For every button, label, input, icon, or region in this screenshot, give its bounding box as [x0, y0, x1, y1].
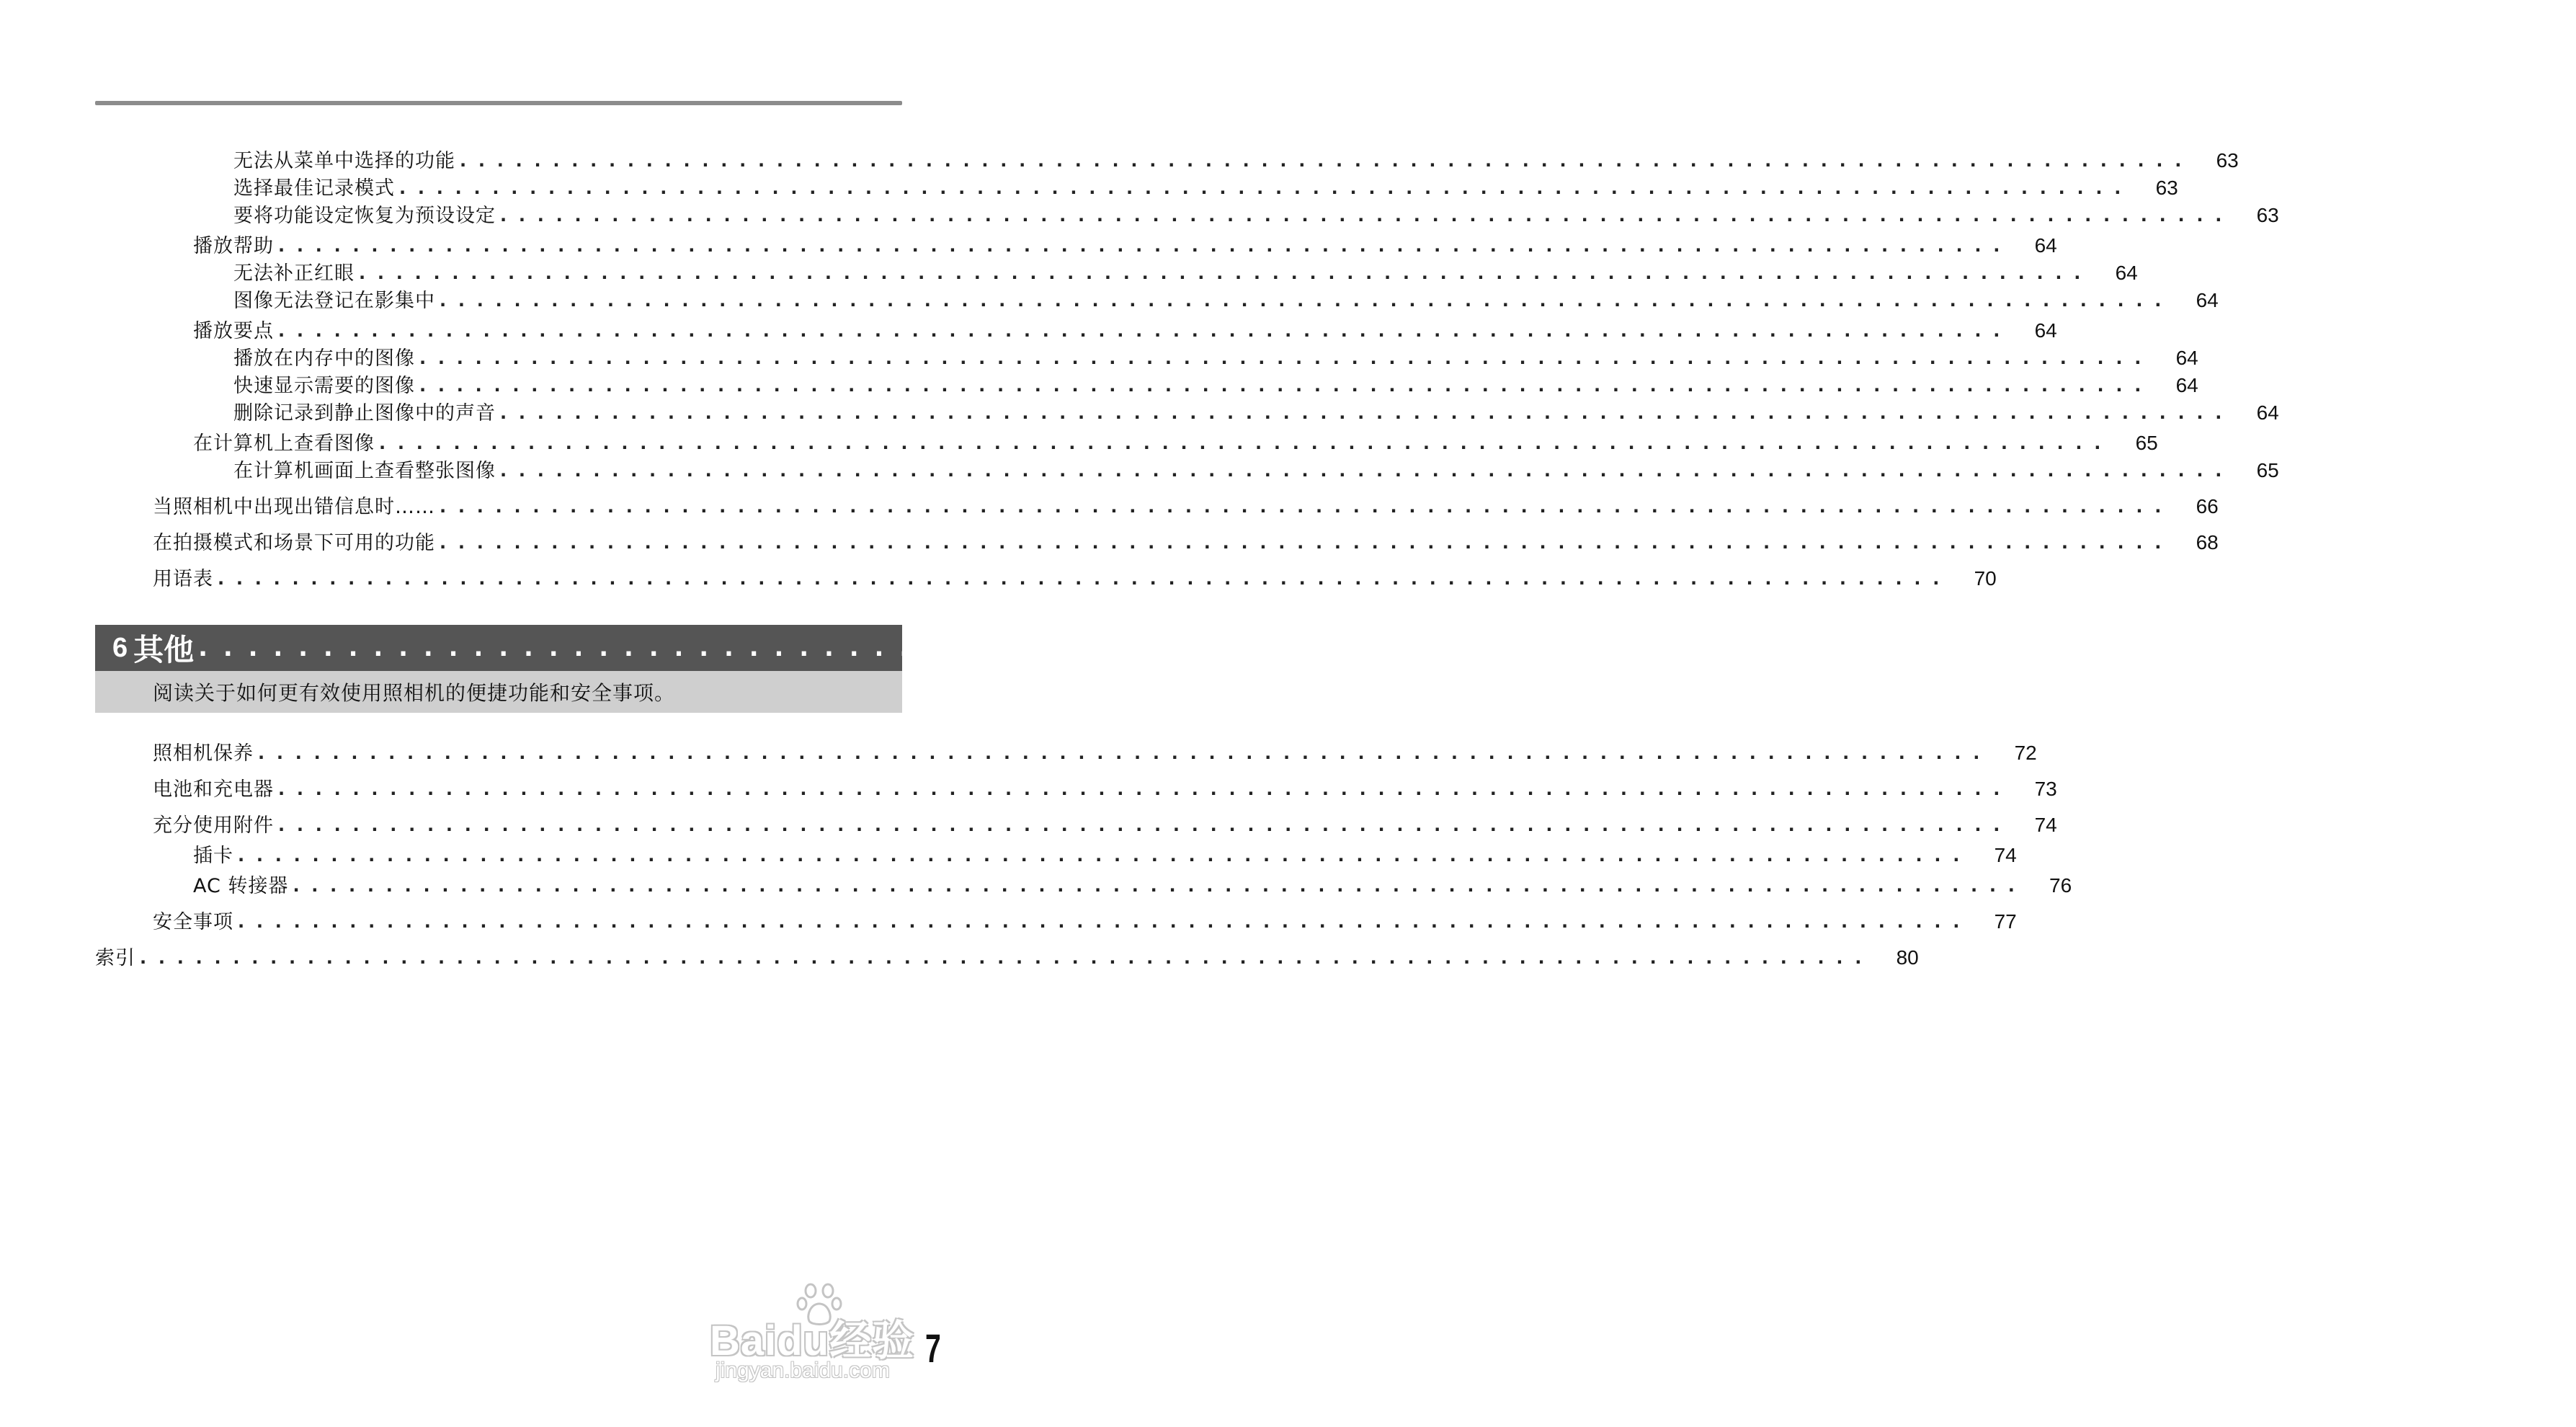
toc-entry[interactable]: [193, 318, 2057, 344]
toc-entry-page: 64: [2115, 262, 2138, 284]
toc-entry-page: 76: [2049, 874, 2072, 897]
baidu-jingyan-watermark: [710, 1279, 926, 1387]
toc-entry-page: 64: [2034, 234, 2057, 257]
dot-leader: . . . . . . . . . . . . . . . . . . . . . . . . . . . . . . . . . . . . . . . . . . . . . . . . . . . . . . . . . . . . . . . . . . . . . . . . . . . . . . . . . . . . . . . . . . . . .: [359, 263, 2084, 283]
toc-entry-page: 63: [2256, 204, 2279, 226]
toc-entry[interactable]: [233, 203, 2279, 228]
toc-entry[interactable]: [193, 430, 2158, 456]
toc-entry-page: 66: [2196, 495, 2219, 517]
toc-entry-label: 选择最佳记录模式: [233, 177, 395, 200]
toc-entry-label: 无法补正红眼: [233, 262, 355, 285]
toc-entry-page: 63: [2155, 177, 2178, 199]
toc-entry-page: 74: [1994, 844, 2017, 866]
toc-entry-page: 63: [2216, 149, 2239, 172]
dot-leader: . . . . . . . . . . . . . . . . . . . . . . . . . . . . . . . . . . . . . . . . . . . . . . . . . . . . . . . . . . . . . . . . . . . . . . . . . . . . . . . . . . . . . . . . . . . . .: [278, 815, 2003, 835]
toc-entry-label: 图像无法登记在影集中: [233, 289, 435, 312]
toc-entry[interactable]: [233, 148, 2239, 174]
dot-leader: . . . . . . . . . . . . . . . . . . . . . . . . . . . . . . . . . . . . . . . . . . . . . . . . . . . . . . . . . . . . . . . . . . . . . . . . . . . . . . . . . . . . . . . . . . . . .: [198, 634, 2515, 662]
toc-entry-page: 80: [1896, 946, 1919, 969]
dot-leader: . . . . . . . . . . . . . . . . . . . . . . . . . . . . . . . . . . . . . . . . . . . . . . . . . . . . . . . . . . . . . . . . . . . . . . . . . . . . . . . . . . . . . . . . . . . . .: [238, 845, 1963, 866]
toc-entry[interactable]: [153, 909, 2017, 935]
dot-leader: . . . . . . . . . . . . . . . . . . . . . . . . . . . . . . . . . . . . . . . . . . . . . . . . . . . . . . . . . . . . . . . . . . . . . . . . . . . . . . . . . . . . . . . . . . . . .: [440, 497, 2165, 517]
toc-entry[interactable]: [153, 776, 2057, 802]
dot-leader: . . . . . . . . . . . . . . . . . . . . . . . . . . . . . . . . . . . . . . . . . . . . . . . . . . . . . . . . . . . . . . . . . . . . . . . . . . . . . . . . . . . . . . . . . . . . .: [419, 348, 2144, 368]
dot-leader: . . . . . . . . . . . . . . . . . . . . . . . . . . . . . . . . . . . . . . . . . . . . . . . . . . . . . . . . . . . . . . . . . . . . . . . . . . . . . . . . . . . . . . . . . . . . .: [500, 205, 2225, 226]
dot-leader: . . . . . . . . . . . . . . . . . . . . . . . . . . . . . . . . . . . . . . . . . . . . . . . . . . . . . . . . . . . . . . . . . . . . . . . . . . . . . . . . . . . . . . . . . . . . .: [440, 533, 2165, 553]
toc-entry[interactable]: [153, 740, 2037, 766]
toc-entry[interactable]: [153, 530, 2219, 556]
toc-entry-page: 74: [2034, 814, 2057, 836]
dot-leader: . . . . . . . . . . . . . . . . . . . . . . . . . . . . . . . . . . . . . . . . . . . . . . . . . . . . . . . . . . . . . . . . . . . . . . . . . . . . . . . . . . . . . . . . . . . . .: [293, 876, 2018, 896]
chapter-page: 72: [2544, 631, 2576, 664]
watermark-text: Baidu经验: [710, 1317, 915, 1364]
dot-leader: . . . . . . . . . . . . . . . . . . . . . . . . . . . . . . . . . . . . . . . . . . . . . . . . . . . . . . . . . . . . . . . . . . . . . . . . . . . . . . . . . . . . . . . . . . . . .: [440, 290, 2165, 311]
toc-entry-page: 77: [1994, 910, 2017, 933]
toc-entry[interactable]: [233, 373, 2198, 399]
toc-entry[interactable]: [193, 843, 2017, 868]
toc-entry[interactable]: [153, 812, 2057, 838]
toc-entry-page: 64: [2175, 347, 2198, 369]
toc-entry-label: 用语表: [153, 567, 213, 590]
toc-entry-label: 插卡: [193, 844, 233, 867]
chapter-description: 阅读关于如何更有效使用照相机的便捷功能和安全事项。: [153, 681, 676, 705]
dot-leader: . . . . . . . . . . . . . . . . . . . . . . . . . . . . . . . . . . . . . . . . . . . . . . . . . . . . . . . . . . . . . . . . . . . . . . . . . . . . . . . . . . . . . . . . . . . . .: [278, 236, 2003, 256]
toc-entry[interactable]: [233, 345, 2198, 371]
toc-entry-label: 索引: [95, 946, 135, 969]
watermark-url: jingyan.baidu.com: [716, 1359, 890, 1382]
toc-entry[interactable]: [193, 233, 2057, 259]
toc-entry-page: 72: [2014, 742, 2037, 764]
toc-entry-page: 70: [1974, 567, 1997, 590]
toc-entry-page: 68: [2196, 531, 2219, 554]
toc-entry-label: 在拍摄模式和场景下可用的功能: [153, 531, 435, 554]
toc-entry-label: 播放在内存中的图像: [233, 347, 415, 370]
toc-entry[interactable]: [233, 260, 2138, 286]
dot-leader: . . . . . . . . . . . . . . . . . . . . . . . . . . . . . . . . . . . . . . . . . . . . . . . . . . . . . . . . . . . . . . . . . . . . . . . . . . . . . . . . . . . . . . . . . . . . .: [500, 403, 2225, 423]
toc-entry-page: 65: [2135, 432, 2158, 454]
toc-entry-label: 当照相机中出现出错信息时……: [153, 495, 435, 518]
toc-entry-page: 73: [2034, 778, 2057, 800]
dot-leader: . . . . . . . . . . . . . . . . . . . . . . . . . . . . . . . . . . . . . . . . . . . . . . . . . . . . . . . . . . . . . . . . . . . . . . . . . . . . . . . . . . . . . . . . . . . . .: [460, 151, 2185, 171]
toc-entry-label: 无法从菜单中选择的功能: [233, 149, 455, 172]
toc-entry-label: 电池和充电器: [153, 778, 274, 801]
chapter-number: 6: [112, 632, 128, 663]
toc-entry-label: 快速显示需要的图像: [233, 374, 415, 397]
toc-entry-label: 充分使用附件: [153, 814, 274, 837]
toc-entry[interactable]: [95, 945, 1919, 971]
toc-entry-label: 播放帮助: [193, 234, 274, 257]
dot-leader: . . . . . . . . . . . . . . . . . . . . . . . . . . . . . . . . . . . . . . . . . . . . . . . . . . . . . . . . . . . . . . . . . . . . . . . . . . . . . . . . . . . . . . . . . . . . .: [278, 779, 2003, 799]
dot-leader: . . . . . . . . . . . . . . . . . . . . . . . . . . . . . . . . . . . . . . . . . . . . . . . . . . . . . . . . . . . . . . . . . . . . . . . . . . . . . . . . . . . . . . . . . . . . .: [278, 321, 2003, 341]
toc-entry-page: 64: [2034, 319, 2057, 342]
toc-entry-label: 播放要点: [193, 319, 274, 342]
dot-leader: . . . . . . . . . . . . . . . . . . . . . . . . . . . . . . . . . . . . . . . . . . . . . . . . . . . . . . . . . . . . . . . . . . . . . . . . . . . . . . . . . . . . . . . . . . . . .: [379, 433, 2104, 453]
toc-entry-page: 64: [2196, 289, 2219, 311]
dot-leader: . . . . . . . . . . . . . . . . . . . . . . . . . . . . . . . . . . . . . . . . . . . . . . . . . . . . . . . . . . . . . . . . . . . . . . . . . . . . . . . . . . . . . . . . . . . . .: [238, 912, 1963, 932]
toc-entry-label: 安全事项: [153, 910, 233, 933]
toc-entry[interactable]: [233, 175, 2178, 201]
toc-entry-label: 在计算机画面上查看整张图像: [233, 459, 496, 482]
dot-leader: . . . . . . . . . . . . . . . . . . . . . . . . . . . . . . . . . . . . . . . . . . . . . . . . . . . . . . . . . . . . . . . . . . . . . . . . . . . . . . . . . . . . . . . . . . . . .: [419, 375, 2144, 396]
toc-entry[interactable]: [233, 288, 2219, 314]
dot-leader: . . . . . . . . . . . . . . . . . . . . . . . . . . . . . . . . . . . . . . . . . . . . . . . . . . . . . . . . . . . . . . . . . . . . . . . . . . . . . . . . . . . . . . . . . . . . .: [399, 178, 2124, 198]
toc-entry-page: 64: [2175, 374, 2198, 396]
chapter-description-band: [95, 671, 902, 713]
toc-entry-label: 要将功能设定恢复为预设设定: [233, 204, 496, 227]
toc-entry[interactable]: [233, 400, 2279, 426]
toc-entry-page: 65: [2256, 459, 2279, 481]
toc-entry-label: 在计算机上查看图像: [193, 432, 375, 455]
dot-leader: . . . . . . . . . . . . . . . . . . . . . . . . . . . . . . . . . . . . . . . . . . . . . . . . . . . . . . . . . . . . . . . . . . . . . . . . . . . . . . . . . . . . . . . . . . . . .: [500, 461, 2225, 481]
header-rule: [95, 101, 902, 105]
toc-entry-label: AC 转接器: [193, 874, 289, 897]
dot-leader: . . . . . . . . . . . . . . . . . . . . . . . . . . . . . . . . . . . . . . . . . . . . . . . . . . . . . . . . . . . . . . . . . . . . . . . . . . . . . . . . . . . . . . . . . . . . .: [140, 948, 1865, 968]
dot-leader: . . . . . . . . . . . . . . . . . . . . . . . . . . . . . . . . . . . . . . . . . . . . . . . . . . . . . . . . . . . . . . . . . . . . . . . . . . . . . . . . . . . . . . . . . . . . .: [218, 569, 1943, 589]
toc-entry[interactable]: [193, 873, 2072, 899]
toc-entry[interactable]: [233, 458, 2279, 484]
toc-entry-label: 删除记录到静止图像中的声音: [233, 401, 496, 424]
chapter-heading[interactable]: [95, 625, 2576, 671]
dot-leader: . . . . . . . . . . . . . . . . . . . . . . . . . . . . . . . . . . . . . . . . . . . . . . . . . . . . . . . . . . . . . . . . . . . . . . . . . . . . . . . . . . . . . . . . . . . . .: [258, 743, 1983, 763]
toc-entry-label: 照相机保养: [153, 742, 254, 765]
chapter-title: 其他: [133, 632, 195, 667]
toc-entry[interactable]: [153, 494, 2219, 520]
page-number: 7: [925, 1325, 941, 1371]
toc-entry-page: 64: [2256, 401, 2279, 424]
toc-entry[interactable]: [153, 566, 1997, 592]
